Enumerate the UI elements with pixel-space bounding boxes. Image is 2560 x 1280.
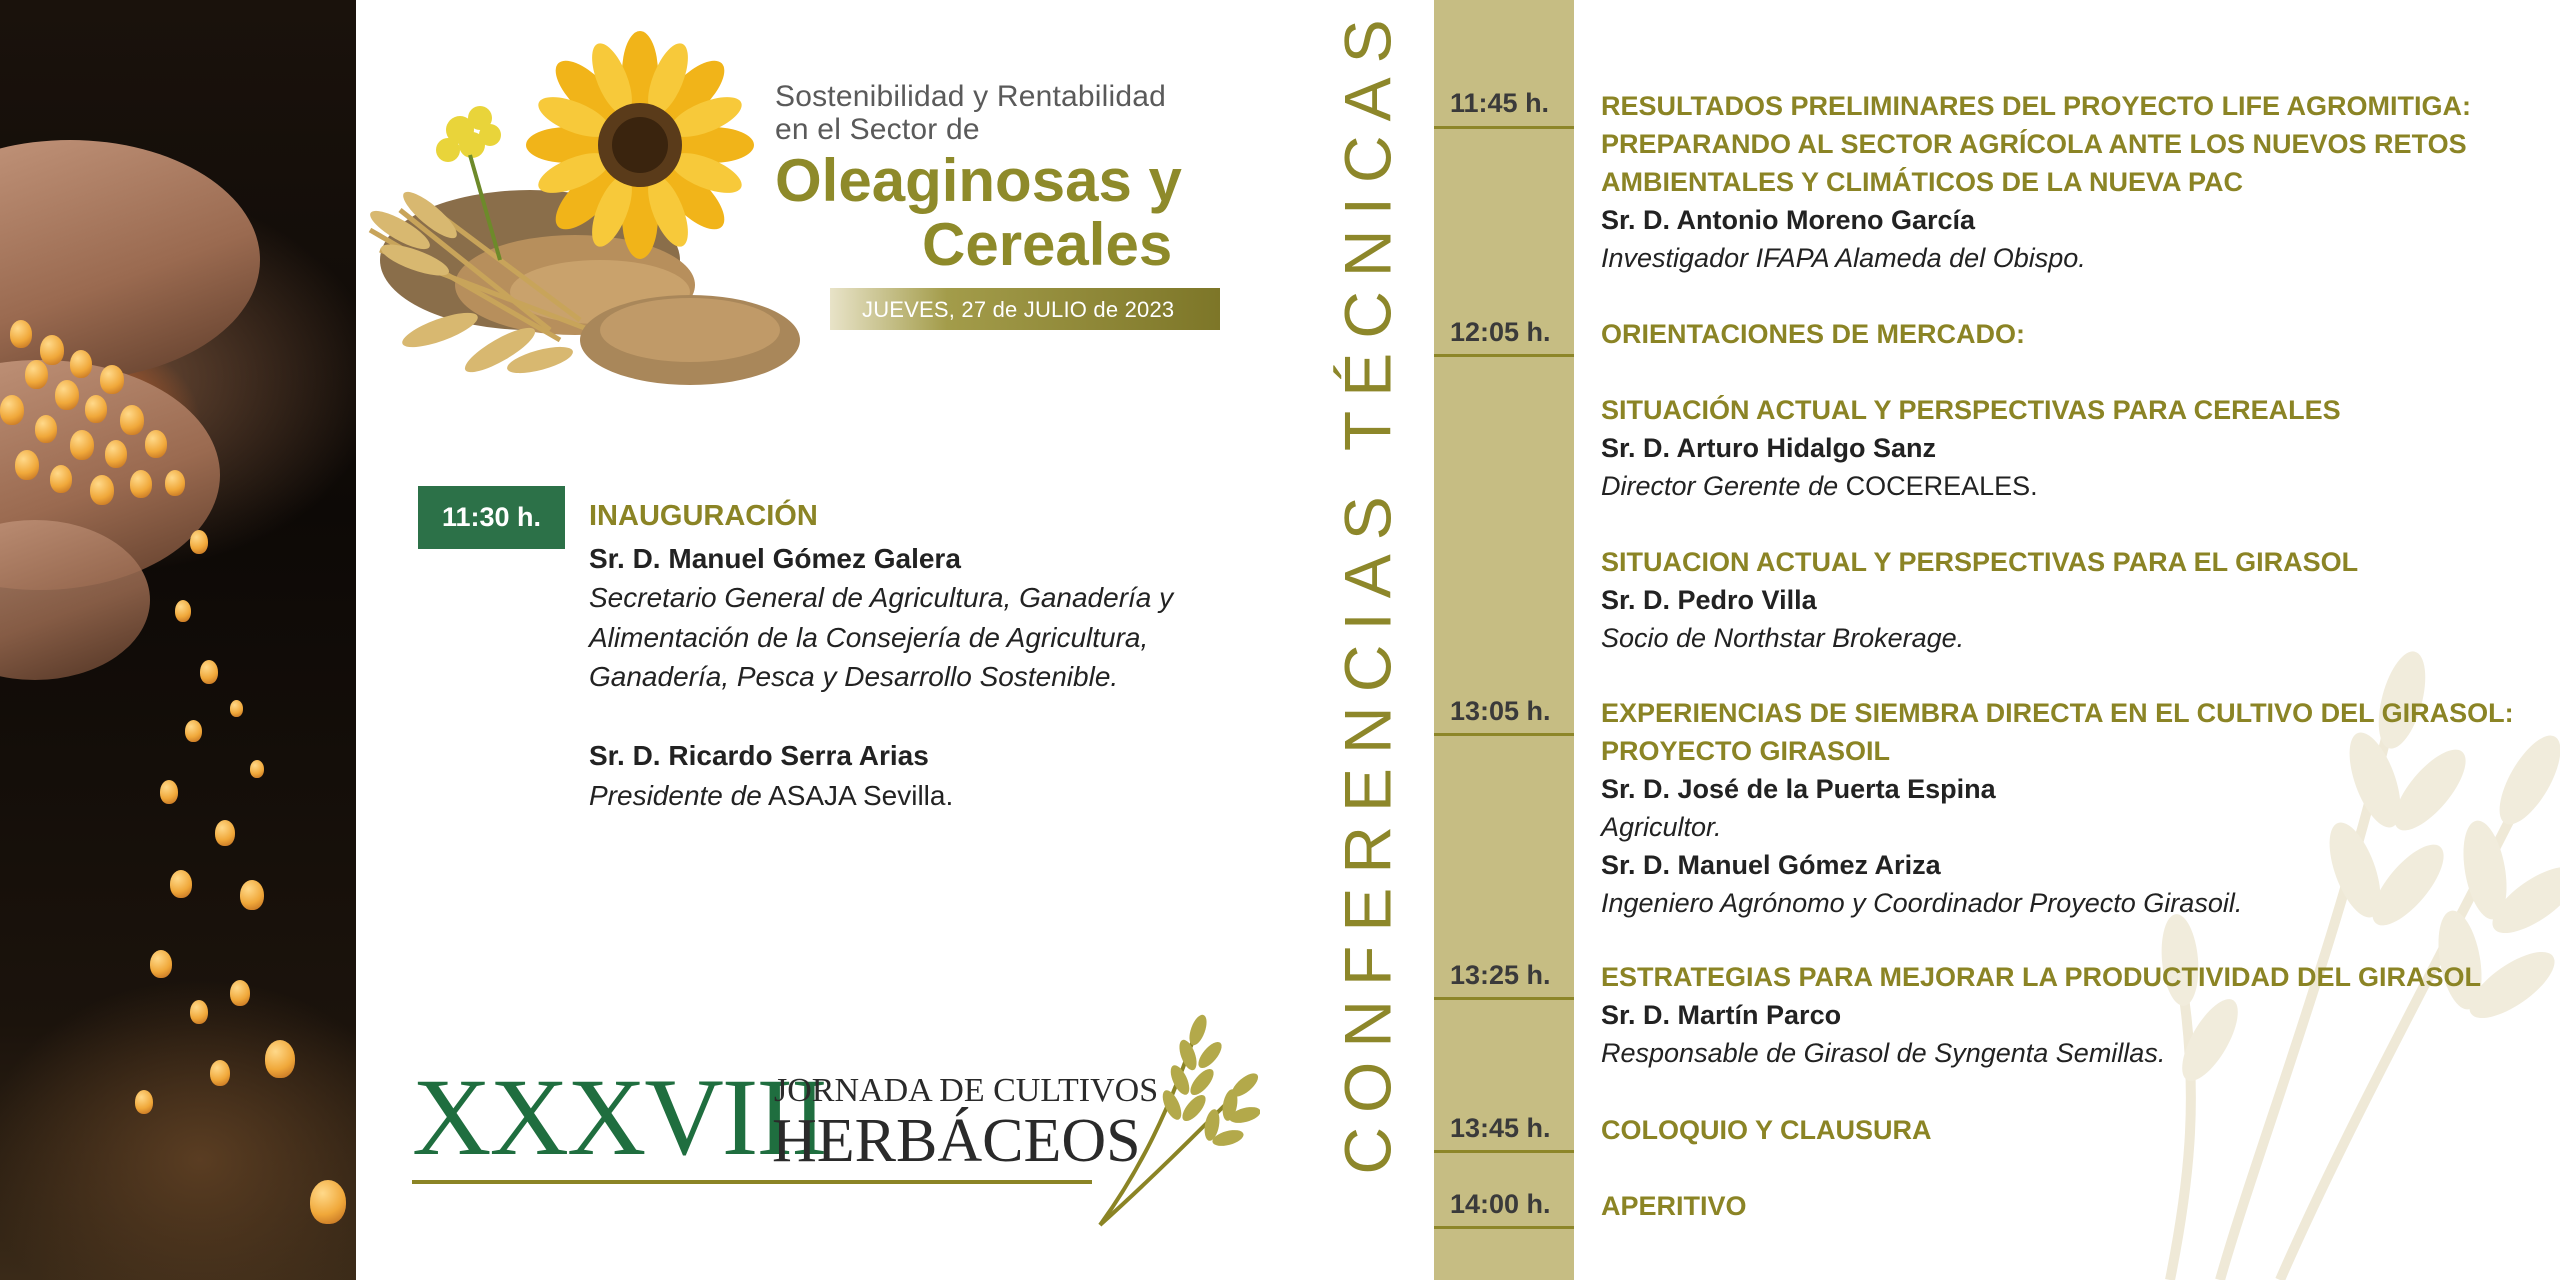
speaker-name: Sr. D. Manuel Gómez Ariza — [1601, 850, 1941, 880]
speaker-name: Sr. D. Martín Parco — [1601, 1000, 1842, 1030]
speaker-role: Responsable de Girasol de Syngenta Semillas. — [1601, 1038, 2166, 1068]
speaker-role: Agricultor. — [1601, 812, 1722, 842]
time-label: 13:05 h. — [1450, 696, 1551, 726]
talk-title: EXPERIENCIAS DE SIEMBRA DIRECTA EN EL CULTIVO DEL GIRASOL: — [1601, 698, 2514, 728]
tagline-line1: Sostenibilidad y Rentabilidad — [775, 80, 1167, 113]
title-line1: Oleaginosas y — [775, 147, 1182, 214]
speaker-role — [1601, 467, 2341, 505]
speaker-role: Socio de Northstar Brokerage. — [1601, 623, 1965, 653]
talk-title: ORIENTACIONES DE MERCADO: — [1601, 319, 2026, 349]
schedule-item — [1601, 87, 2471, 277]
wheat-sheaf-icon — [1080, 1000, 1260, 1230]
time-label: 12:05 h. — [1450, 317, 1551, 347]
talk-title: SITUACION ACTUAL Y PERSPECTIVAS PARA EL GIRASOL — [1601, 547, 2359, 577]
speaker-role — [589, 780, 953, 812]
speaker-role: Secretario General de Agricultura, Ganadería y — [589, 582, 1174, 613]
speaker-name: Sr. D. José de la Puerta Espina — [1601, 774, 1996, 804]
event-date: JUEVES, 27 de JULIO de 2023 — [862, 297, 1175, 322]
speaker-role-italic: Presidente de — [589, 780, 762, 811]
talk-title: PROYECTO GIRASOIL — [1601, 736, 1891, 766]
corn-hands-photo — [0, 0, 356, 1280]
time-label: 13:25 h. — [1450, 960, 1551, 990]
edition-numeral: XXXVIII — [412, 1056, 826, 1178]
speaker-role-org: COCEREALES. — [1838, 471, 2038, 501]
talk-title: RESULTADOS PRELIMINARES DEL PROYECTO LIFE AGROMITIGA: — [1601, 91, 2472, 121]
talk-title: APERITIVO — [1601, 1191, 1747, 1221]
speaker-name: Sr. D. Pedro Villa — [1601, 585, 1817, 615]
section-title: CONFERENCIAS TÉCNICAS — [1331, 5, 1405, 1175]
time-label: 14:00 h. — [1450, 1189, 1551, 1219]
sunflower-illustration — [360, 30, 820, 400]
talk-title: ESTRATEGIAS PARA MEJORAR LA PRODUCTIVIDAD DEL GIRASOL — [1601, 962, 2482, 992]
schedule-item — [1601, 315, 2025, 353]
event-name-line2: HERBÁCEOS — [772, 1107, 1141, 1175]
speaker-name: Sr. D. Manuel Gómez Galera — [589, 543, 961, 574]
section-title-vertical — [1328, 5, 1408, 1175]
time-label: 13:45 h. — [1450, 1113, 1551, 1143]
schedule-item — [1601, 958, 2481, 1072]
time-label: 11:45 h. — [1450, 88, 1550, 118]
speaker-role-italic: Director Gerente de — [1601, 471, 1839, 501]
event-name-line1: JORNADA DE CULTIVOS — [774, 1072, 1159, 1109]
timeline-bar — [1434, 0, 1574, 1280]
time-rule — [1434, 354, 1574, 357]
speaker-name: Sr. D. Ricardo Serra Arias — [589, 740, 929, 771]
speaker-role-org: ASAJA Sevilla. — [761, 780, 954, 811]
schedule-item — [1601, 694, 2514, 922]
time-rule — [1434, 126, 1574, 129]
speaker-role: Ganadería, Pesca y Desarrollo Sostenible. — [589, 661, 1119, 692]
speaker-role: Investigador IFAPA Alameda del Obispo. — [1601, 243, 2086, 273]
speaker-name: Sr. D. Antonio Moreno García — [1601, 205, 1976, 235]
talk-title: AMBIENTALES Y CLIMÁTICOS DE LA NUEVA PAC — [1601, 167, 2244, 197]
speaker-role: Ingeniero Agrónomo y Coordinador Proyecto Girasoil. — [1601, 888, 2243, 918]
time-rule — [1434, 1150, 1574, 1153]
schedule-subitem — [1601, 391, 2341, 505]
speaker-role: Alimentación de la Consejería de Agricultura, — [589, 622, 1149, 653]
speaker-name: Sr. D. Arturo Hidalgo Sanz — [1601, 433, 1937, 463]
talk-title: SITUACIÓN ACTUAL Y PERSPECTIVAS PARA CEREALES — [1601, 395, 2341, 425]
talk-title: COLOQUIO Y CLAUSURA — [1601, 1115, 1932, 1145]
logo-divider — [412, 1180, 1092, 1184]
tagline-line2: en el Sector de — [775, 113, 980, 146]
schedule-item — [1601, 1187, 1747, 1225]
time-rule — [1434, 733, 1574, 736]
opening-time-badge: 11:30 h. — [418, 486, 565, 549]
schedule-item — [1601, 1111, 1932, 1149]
time-rule — [1434, 1226, 1574, 1229]
time-rule — [1434, 997, 1574, 1000]
opening-title: INAUGURACIÓN — [589, 500, 818, 532]
talk-title: PREPARANDO AL SECTOR AGRÍCOLA ANTE LOS NUEVOS RETOS — [1601, 129, 2467, 159]
title-line2: Cereales — [922, 211, 1173, 278]
schedule-subitem — [1601, 543, 2358, 657]
